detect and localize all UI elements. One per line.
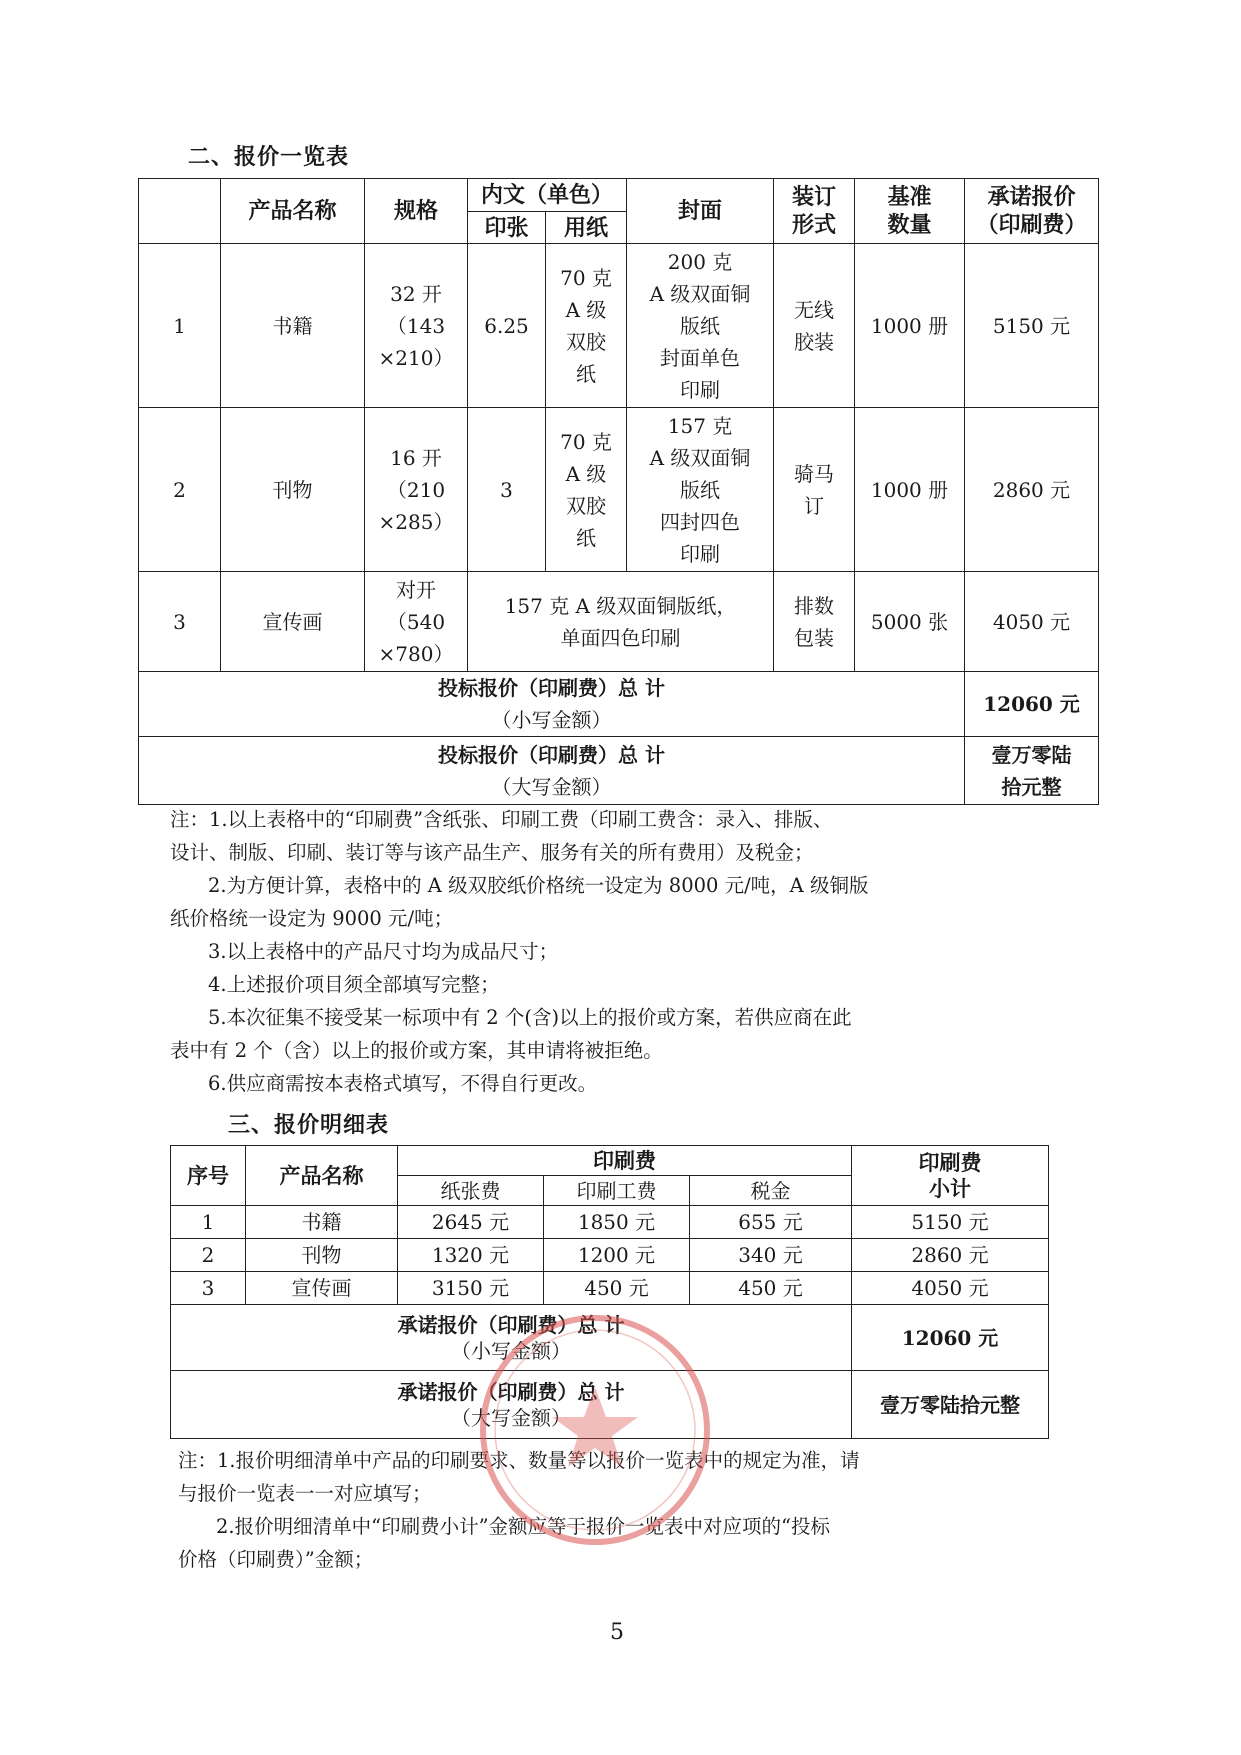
row-binding: 排数 包装: [774, 572, 855, 672]
row-cover: 200 克 A 级双面铜 版纸 封面单色 印刷: [627, 244, 774, 408]
row-paper-fee: 1320 元: [398, 1239, 544, 1272]
total-small-value: 12060 元: [852, 1305, 1049, 1371]
header-product: 产品名称: [246, 1146, 398, 1206]
note-2a: 2.为方便计算，表格中的 A 级双胶纸价格统一设定为 8000 元/吨，A 级铜版: [208, 874, 869, 897]
row-sheets: 3: [468, 408, 546, 572]
row-product: 书籍: [221, 244, 365, 408]
header-labor-fee: 印刷工费: [544, 1176, 690, 1206]
section3-title: 三、报价明细表: [228, 1112, 390, 1138]
note-2b: 价格（印刷费）”金额；: [178, 1548, 374, 1571]
header-no-cell: [139, 179, 221, 244]
row-qty: 1000 册: [855, 244, 965, 408]
total-big-sub: （大写金额）: [491, 774, 612, 799]
row-binding: 无线 胶装: [774, 244, 855, 408]
row-cover: 157 克 A 级双面铜 版纸 四封四色 印刷: [627, 408, 774, 572]
row-tax: 340 元: [690, 1239, 852, 1272]
total-big-sub: （大写金额）: [451, 1405, 571, 1430]
row-qty: 1000 册: [855, 408, 965, 572]
header-price: 承诺报价 （印刷费）: [965, 179, 1099, 244]
total-small-label: 承诺报价（印刷费）总 计: [397, 1312, 625, 1337]
seal-stamp-icon: [470, 1305, 720, 1555]
header-qty: 基准 数量: [855, 179, 965, 244]
total-small-row: [139, 672, 1099, 737]
header-paper-fee: 纸张费: [398, 1176, 544, 1206]
table-row: [171, 1272, 1049, 1305]
row-paper-fee: 3150 元: [398, 1272, 544, 1305]
row-no: 1: [139, 244, 221, 408]
table-row: [171, 1206, 1049, 1239]
note-1b: 设计、制版、印刷、装订等与该产品生产、服务有关的所有费用）及税金；: [170, 841, 814, 864]
notes-section2: [170, 803, 1090, 1100]
total-big-label: 承诺报价（印刷费）总 计: [397, 1379, 625, 1404]
note-6: 6.供应商需按本表格式填写，不得自行更改。: [208, 1072, 598, 1095]
header-paper: 用纸: [546, 212, 627, 244]
total-small-label-cell: [139, 672, 965, 737]
note-2b: 纸价格统一设定为 9000 元/吨；: [170, 907, 454, 930]
row-labor-fee: 450 元: [544, 1272, 690, 1305]
header-print-fee: 印刷费: [398, 1146, 852, 1176]
header-sheets: 印张: [468, 212, 546, 244]
total-big-label: 投标报价（印刷费）总 计: [438, 742, 665, 767]
row-subtotal: 4050 元: [852, 1272, 1049, 1305]
row-paper: 70 克 A 级 双胶 纸: [546, 244, 627, 408]
note-1a: 注：1.报价明细清单中产品的印刷要求、数量等以报价一览表中的规定为准，请: [178, 1449, 860, 1472]
row-qty: 5000 张: [855, 572, 965, 672]
row-binding: 骑马 订: [774, 408, 855, 572]
header-spec: 规格: [365, 179, 468, 244]
row-spec: 16 开 （210 ×285）: [365, 408, 468, 572]
total-small-value: 12060 元: [965, 672, 1099, 737]
row-product: 宣传画: [221, 572, 365, 672]
total-big-label-cell: [139, 737, 965, 805]
header-inner: 内文（单色）: [468, 179, 627, 212]
table-row: [171, 1239, 1049, 1272]
note-3: 3.以上表格中的产品尺寸均为成品尺寸；: [208, 940, 559, 963]
note-5b: 表中有 2 个（含）以上的报价或方案，其申请将被拒绝。: [170, 1039, 663, 1062]
row-product: 刊物: [221, 408, 365, 572]
row-tax: 655 元: [690, 1206, 852, 1239]
row-labor-fee: 1850 元: [544, 1206, 690, 1239]
row-paper: 70 克 A 级 双胶 纸: [546, 408, 627, 572]
note-1b: 与报价一览表一一对应填写；: [178, 1482, 432, 1505]
row-price: 2860 元: [965, 408, 1099, 572]
row-price: 5150 元: [965, 244, 1099, 408]
row-merged-spec: 157 克 A 级双面铜版纸， 单面四色印刷: [468, 572, 774, 672]
row-no: 2: [171, 1239, 246, 1272]
row-paper-fee: 2645 元: [398, 1206, 544, 1239]
row-product: 宣传画: [246, 1272, 398, 1305]
total-big-value: 壹万零陆拾元整: [852, 1371, 1049, 1439]
note-1a: 注：1.以上表格中的“印刷费”含纸张、印刷工费（印刷工费含：录入、排版、: [170, 808, 833, 831]
row-labor-fee: 1200 元: [544, 1239, 690, 1272]
row-no: 1: [171, 1206, 246, 1239]
note-2a: 2.报价明细清单中“印刷费小计”金额应等于报价一览表中对应项的“投标: [216, 1515, 831, 1538]
row-product: 书籍: [246, 1206, 398, 1239]
header-subtotal: 印刷费 小计: [852, 1146, 1049, 1206]
table-row: [139, 244, 1099, 408]
section2-title: 二、报价一览表: [188, 144, 350, 170]
page-number: 5: [610, 1620, 624, 1645]
total-small-label: 投标报价（印刷费）总 计: [438, 676, 665, 700]
note-5a: 5.本次征集不接受某一标项中有 2 个(含)以上的报价或方案，若供应商在此: [208, 1006, 852, 1029]
row-no: 2: [139, 408, 221, 572]
header-binding: 装订 形式: [774, 179, 855, 244]
header-tax: 税金: [690, 1176, 852, 1206]
note-4: 4.上述报价项目须全部填写完整；: [208, 973, 500, 996]
quote-summary-table: [138, 178, 1099, 805]
row-subtotal: 2860 元: [852, 1239, 1049, 1272]
row-spec: 对开 （540 ×780）: [365, 572, 468, 672]
total-small-sub: （小写金额）: [491, 708, 612, 732]
row-subtotal: 5150 元: [852, 1206, 1049, 1239]
row-sheets: 6.25: [468, 244, 546, 408]
header-product: 产品名称: [221, 179, 365, 244]
row-tax: 450 元: [690, 1272, 852, 1305]
row-spec: 32 开 （143 ×210）: [365, 244, 468, 408]
header-no: 序号: [171, 1146, 246, 1206]
table-row: [139, 408, 1099, 572]
total-big-row: [139, 737, 1099, 805]
table-row: [139, 572, 1099, 672]
row-no: 3: [139, 572, 221, 672]
row-product: 刊物: [246, 1239, 398, 1272]
header-cover: 封面: [627, 179, 774, 244]
row-no: 3: [171, 1272, 246, 1305]
row-price: 4050 元: [965, 572, 1099, 672]
total-big-value: 壹万零陆 拾元整: [965, 737, 1099, 805]
total-small-sub: （小写金额）: [451, 1338, 571, 1363]
